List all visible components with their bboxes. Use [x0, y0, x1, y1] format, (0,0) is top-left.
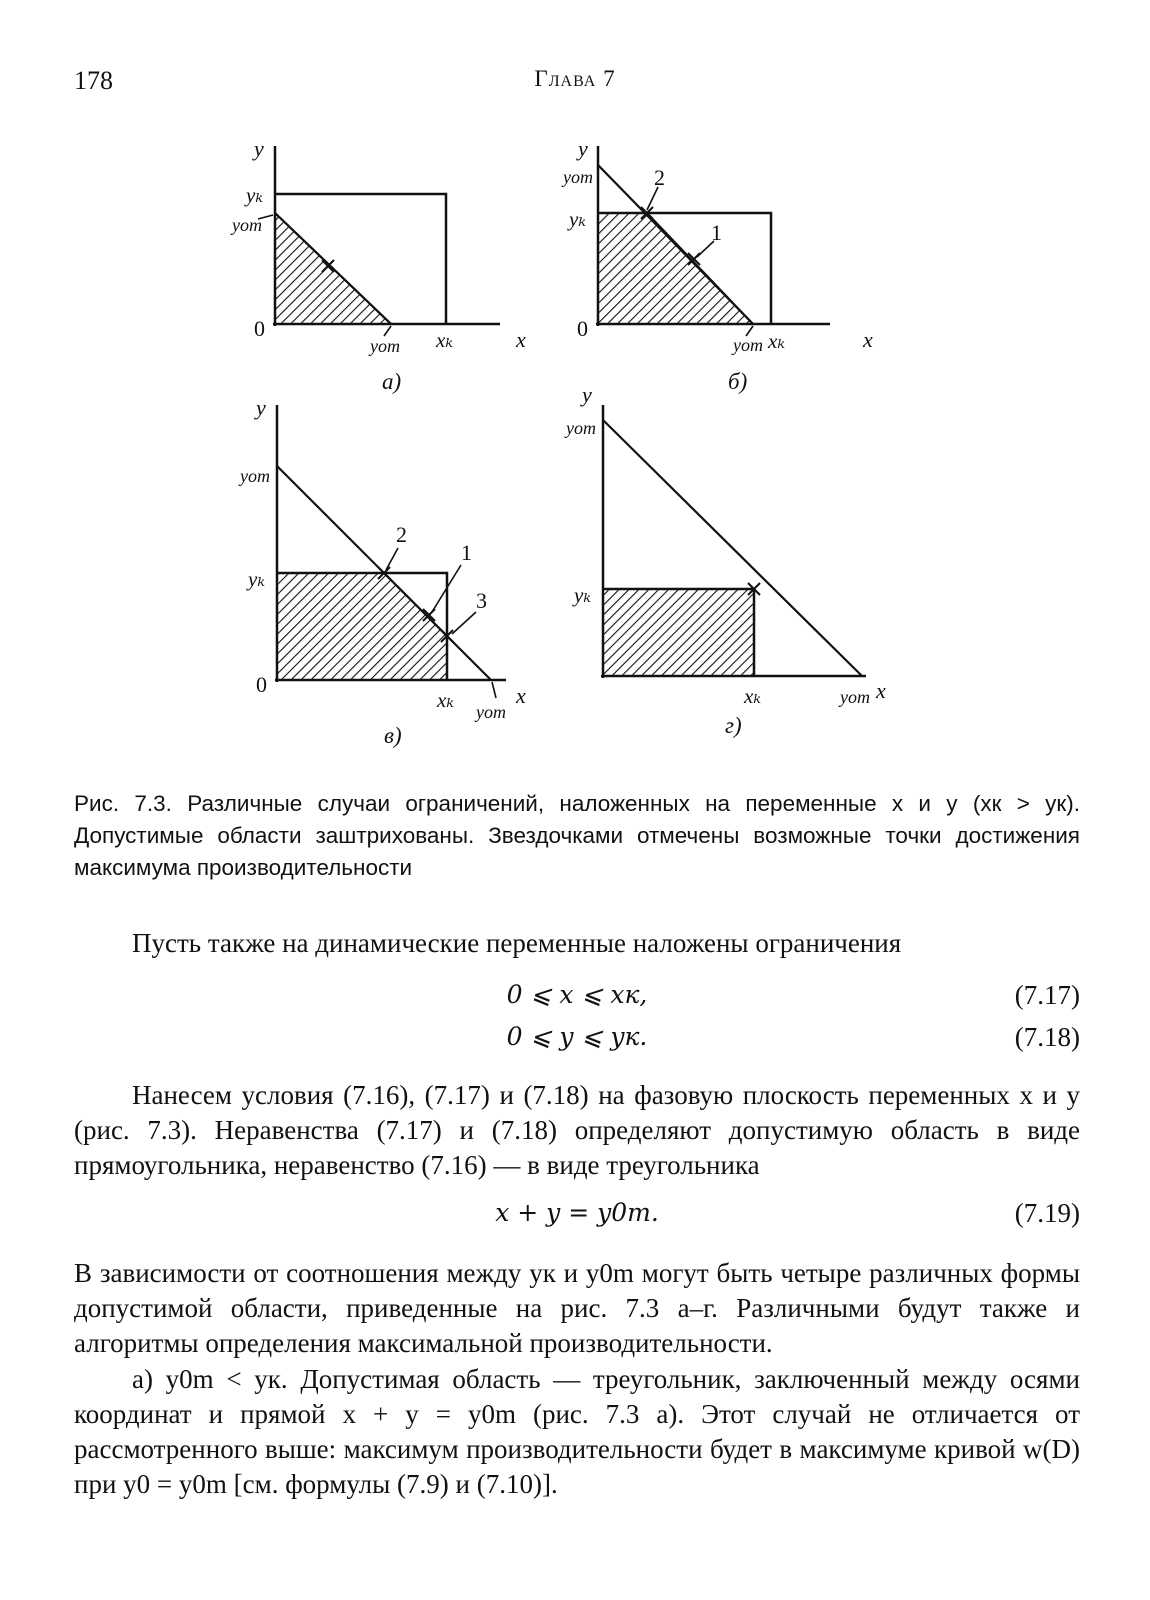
page-number: 178	[74, 66, 113, 95]
panel-g-label-y: y	[582, 382, 592, 407]
paragraph-intro: Пусть также на динамические переменные наложены ограничения	[132, 928, 902, 958]
panel-v-label-xk: xₖ	[437, 688, 454, 712]
panel-a-label-yot: yот	[232, 215, 262, 235]
panel-g-label-yk: yₖ	[574, 583, 591, 607]
panel-b-label-x: x	[863, 327, 873, 352]
panel-b-marker-2: 2	[654, 165, 665, 190]
equation-7-17	[74, 980, 1080, 1016]
panel-v-hatched-region	[277, 573, 447, 680]
panel-a-label-yk: yₖ	[246, 183, 263, 207]
panel-b	[561, 136, 873, 394]
panel-v-marker-2: 2	[396, 522, 407, 547]
equation-expression: 0 ⩽ x ⩽ xк,	[506, 980, 648, 1009]
figure-7-3	[0, 0, 1150, 780]
panel-a-label-zero: 0	[254, 316, 265, 341]
panel-v	[238, 395, 526, 748]
panel-v-pointer-2	[386, 548, 398, 570]
panel-b-label-xk: xₖ	[768, 329, 785, 353]
panel-a-label-xk: xₖ	[436, 328, 453, 352]
panel-v-marker-3: 3	[476, 588, 487, 613]
panel-g-label-xk: xₖ	[744, 684, 761, 708]
panel-v-label-yk: yₖ	[248, 567, 265, 591]
panel-b-label-yk: yₖ	[569, 207, 586, 231]
panel-v-pointer-yot-x	[492, 682, 496, 698]
panel-g-label-yot-x: yот	[840, 687, 870, 707]
panel-b-label-zero: 0	[577, 316, 588, 341]
equation-expression: 0 ⩽ y ⩽ yк.	[506, 1022, 648, 1051]
paragraph-3: а) y0m < yк. Допустимая область — треугольник, заключенный между осями координат и прямой x + y = y0m (рис. 7.3 а). Этот случай не отличается от рассмотренного выше: максимум производительности будет в максимуме кривой w(D) при y0 = y0m [см. формулы (7.9) и (7.10)].	[74, 1364, 1080, 1499]
panel-a-label-x: x	[516, 327, 526, 352]
panel-b-label-yot-x: yот	[733, 335, 763, 355]
panel-v-pointer-3	[452, 612, 476, 634]
panel-a-label-yot-x: yот	[370, 336, 400, 356]
equation-expression: x + y = y0m.	[495, 1198, 659, 1227]
panel-v-caption: в)	[384, 723, 402, 748]
panel-v-label-x: x	[516, 683, 526, 708]
panel-a-caption: а)	[382, 369, 402, 394]
panel-v-label-zero: 0	[256, 672, 267, 697]
panel-g	[564, 382, 886, 738]
panel-a-pointer-yot-x	[384, 326, 391, 336]
panel-b-hatched-region	[598, 213, 753, 324]
equation-7-19	[74, 1198, 1080, 1234]
panel-g-hatched-region	[603, 589, 754, 676]
panel-v-label-yot-x: yот	[476, 702, 506, 722]
panel-b-caption: б)	[728, 369, 748, 394]
panel-v-label-y: y	[256, 395, 266, 420]
panel-b-label-y: y	[578, 136, 588, 161]
panel-g-caption: г)	[725, 713, 742, 738]
panel-a	[230, 136, 526, 394]
equation-number: (7.17)	[1014, 980, 1080, 1010]
panel-v-label-yot: yот	[240, 466, 270, 486]
equation-7-18	[74, 1022, 1080, 1058]
paragraph-1: Нанесем условия (7.16), (7.17) и (7.18) на фазовую плоскость переменных x и y (рис. 7.3). Неравенства (7.17) и (7.18) определяют допустимую область в виде прямоугольника, неравенство (7.16) — в виде треугольника	[74, 1080, 1080, 1180]
panel-g-label-x: x	[876, 678, 886, 703]
running-head: Глава 7	[534, 66, 616, 91]
panel-a-label-y: y	[254, 136, 264, 161]
paragraph-2: В зависимости от соотношения между yк и y0m могут быть четыре различных формы допустимой области, приведенные на рис. 7.3 а–г. Различными будут также и алгоритмы определения максимальной производительности.	[74, 1258, 1080, 1358]
panel-b-label-yot: yот	[563, 167, 593, 187]
panel-b-marker-1: 1	[711, 220, 722, 245]
panel-g-label-yot: yот	[566, 418, 596, 438]
figure-caption: Рис. 7.3. Различные случаи ограничений, наложенных на переменные x и y (xк > yк). Допустимые области заштрихованы. Звездочками отмечены возможные точки достижения максимума производительности	[74, 791, 1080, 880]
equation-number: (7.19)	[1014, 1198, 1080, 1228]
panel-v-marker-1: 1	[461, 540, 472, 565]
equation-number: (7.18)	[1014, 1022, 1080, 1052]
